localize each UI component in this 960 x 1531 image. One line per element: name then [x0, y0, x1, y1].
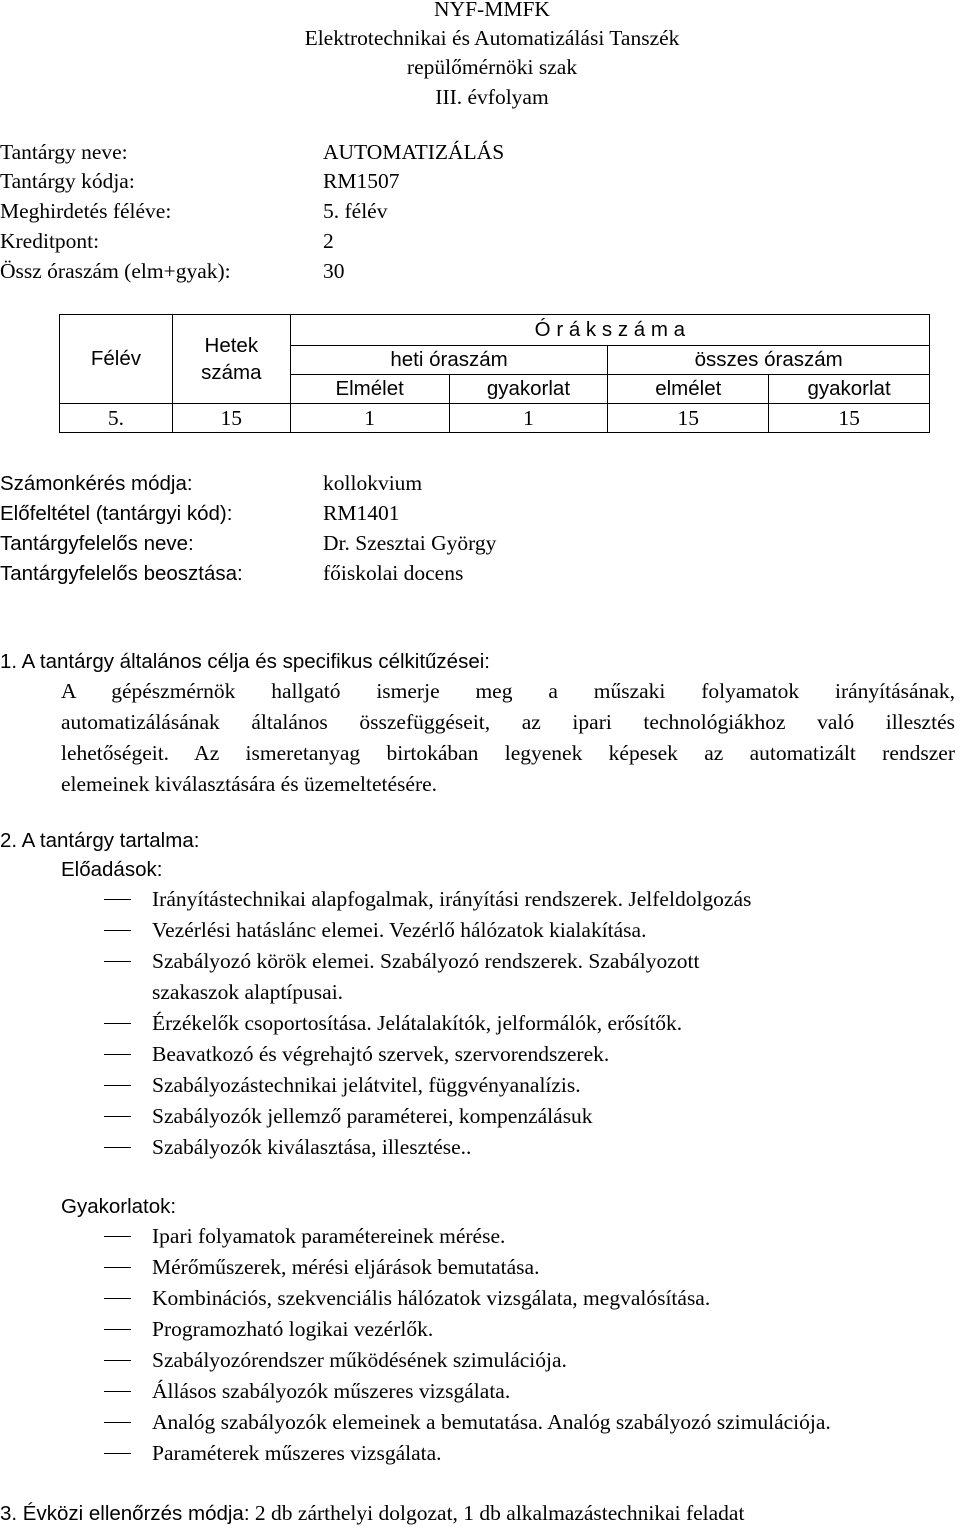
list-item	[0, 1314, 960, 1345]
practice-text: Mérőműszerek, mérési eljárások bemutatása.	[152, 1255, 540, 1279]
table-cell-total-theory: 15	[608, 404, 769, 433]
exam-label: Számonkérés módja:	[0, 472, 193, 495]
list-item	[0, 1221, 960, 1252]
list-item	[0, 1407, 960, 1438]
list-item	[0, 1252, 960, 1283]
practice-text: Programozható logikai vezérlők.	[152, 1317, 434, 1341]
table-cell-semester: 5.	[60, 404, 173, 433]
section1-line: automatizálásának általános összefüggéseit, az ipari technológiákhoz való illesztés	[61, 710, 955, 734]
list-item	[0, 1039, 960, 1070]
dash-bullet-icon	[104, 1298, 131, 1299]
dash-bullet-icon	[104, 1085, 131, 1086]
subject-name-label: Tantárgy neve:	[0, 140, 128, 164]
dash-bullet-icon	[104, 1147, 131, 1148]
lecture-text: Irányítástechnikai alapfogalmak, irányítási rendszerek. Jelfeldolgozás	[152, 887, 752, 911]
practice-text: Analóg szabályozók elemeinek a bemutatása. Analóg szabályozó szimulációja.	[152, 1410, 831, 1434]
lecture-text: Érzékelők csoportosítása. Jelátalakítók, jelformálók, erősítők.	[152, 1011, 683, 1035]
dash-bullet-icon	[104, 1054, 131, 1055]
semester-label: Meghirdetés féléve:	[0, 199, 172, 223]
hours-group-header: Ó r á k s z á m a	[290, 315, 929, 346]
position-value: főiskolai docens	[323, 561, 464, 585]
total-practice-header: gyakorlat	[769, 375, 930, 404]
table-cell-weekly-practice: 1	[449, 404, 608, 433]
list-item	[0, 884, 960, 915]
hours-table	[59, 314, 930, 433]
list-item	[0, 1438, 960, 1469]
total-hours-header: összes óraszám	[608, 346, 930, 375]
list-item	[0, 915, 960, 946]
section1-line: A gépészmérnök hallgató ismerje meg a műszaki folyamatok irányításának,	[61, 679, 955, 703]
section1-title: 1. A tantárgy általános célja és specifikus célkitűzései:	[0, 650, 490, 673]
responsible-label: Tantárgyfelelős neve:	[0, 532, 194, 555]
position-label: Tantárgyfelelős beosztása:	[0, 562, 243, 585]
dash-bullet-icon	[104, 1453, 131, 1454]
section1-text	[61, 676, 955, 800]
lecture-text: Szabályozók kiválasztása, illesztése..	[152, 1135, 472, 1159]
weekly-practice-header: gyakorlat	[449, 375, 608, 404]
list-item	[0, 1132, 960, 1163]
dash-bullet-icon	[104, 1391, 131, 1392]
practice-list	[0, 1221, 960, 1469]
section3-title: 3. Évközi ellenőrzés módja:	[0, 1502, 250, 1525]
subject-name-value: AUTOMATIZÁLÁS	[323, 140, 505, 164]
weeks-header: Hetek száma	[172, 315, 290, 404]
list-item	[0, 1101, 960, 1132]
section3-value: 2 db zárthelyi dolgozat, 1 db alkalmazástechnikai feladat	[254, 1501, 745, 1525]
section2-title: 2. A tantárgy tartalma:	[0, 829, 200, 852]
lecture-text: Beavatkozó és végrehajtó szervek, szervorendszerek.	[152, 1042, 610, 1066]
lectures-list	[0, 884, 960, 1163]
table-cell-weeks: 15	[172, 404, 290, 433]
dash-bullet-icon	[104, 899, 131, 900]
list-item	[0, 1376, 960, 1407]
dash-bullet-icon	[104, 1116, 131, 1117]
header-institution: NYF-MMFK	[434, 0, 550, 21]
semester-value: 5. félév	[323, 199, 388, 223]
practice-text: Állásos szabályozók műszeres vizsgálata.	[152, 1379, 511, 1403]
practice-text: Paraméterek műszeres vizsgálata.	[152, 1441, 442, 1465]
prereq-value: RM1401	[323, 501, 400, 525]
table-cell-weekly-theory: 1	[290, 404, 449, 433]
prereq-label: Előfeltétel (tantárgyi kód):	[0, 502, 233, 525]
section1-line: elemeinek kiválasztására és üzemeltetésére.	[61, 772, 438, 796]
section3	[0, 1499, 744, 1528]
responsible-value: Dr. Szesztai György	[323, 531, 497, 555]
dash-bullet-icon	[104, 1360, 131, 1361]
list-item	[0, 1283, 960, 1314]
practice-text: Szabályozórendszer működésének szimulációja.	[152, 1348, 567, 1372]
dash-bullet-icon	[104, 961, 131, 962]
lecture-text: Vezérlési hatáslánc elemei. Vezérlő hálózatok kialakítása.	[152, 918, 647, 942]
lectures-title: Előadások:	[61, 858, 163, 881]
lecture-text: Szabályozó körök elemei. Szabályozó rendszerek. Szabályozott szakaszok alaptípusai.	[152, 949, 700, 1004]
total-hours-value: 30	[323, 259, 345, 283]
lecture-text: Szabályozók jellemző paraméterei, kompenzálásuk	[152, 1104, 593, 1128]
total-theory-header: elmélet	[608, 375, 769, 404]
list-item	[0, 1345, 960, 1376]
table-cell-total-practice: 15	[769, 404, 930, 433]
dash-bullet-icon	[104, 1023, 131, 1024]
total-hours-label: Össz óraszám (elm+gyak):	[0, 259, 231, 283]
practice-title: Gyakorlatok:	[61, 1195, 177, 1218]
list-item	[0, 1008, 960, 1039]
header-program: repülőmérnöki szak	[406, 55, 578, 79]
dash-bullet-icon	[104, 930, 131, 931]
list-item	[0, 1070, 960, 1101]
subject-code-value: RM1507	[323, 169, 400, 193]
exam-value: kollokvium	[323, 471, 423, 495]
section1-line: lehetőségeit. Az ismeretanyag birtokában legyenek képesek az automatizált rendszer	[61, 741, 955, 765]
credit-label: Kreditpont:	[0, 229, 100, 253]
weekly-hours-header: heti óraszám	[290, 346, 608, 375]
credit-value: 2	[323, 229, 334, 253]
lecture-text: Szabályozástechnikai jelátvitel, függvényanalízis.	[152, 1073, 581, 1097]
practice-text: Kombinációs, szekvenciális hálózatok vizsgálata, megvalósítása.	[152, 1286, 711, 1310]
practice-text: Ipari folyamatok paramétereinek mérése.	[152, 1224, 506, 1248]
weekly-theory-header: Elmélet	[290, 375, 449, 404]
table-row	[60, 404, 930, 433]
header-department: Elektrotechnikai és Automatizálási Tanszék	[304, 26, 680, 50]
subject-code-label: Tantárgy kódja:	[0, 169, 135, 193]
header-year: III. évfolyam	[435, 85, 549, 109]
dash-bullet-icon	[104, 1236, 131, 1237]
dash-bullet-icon	[104, 1422, 131, 1423]
list-item	[0, 946, 960, 1008]
semester-header: Félév	[60, 315, 173, 404]
dash-bullet-icon	[104, 1329, 131, 1330]
dash-bullet-icon	[104, 1267, 131, 1268]
